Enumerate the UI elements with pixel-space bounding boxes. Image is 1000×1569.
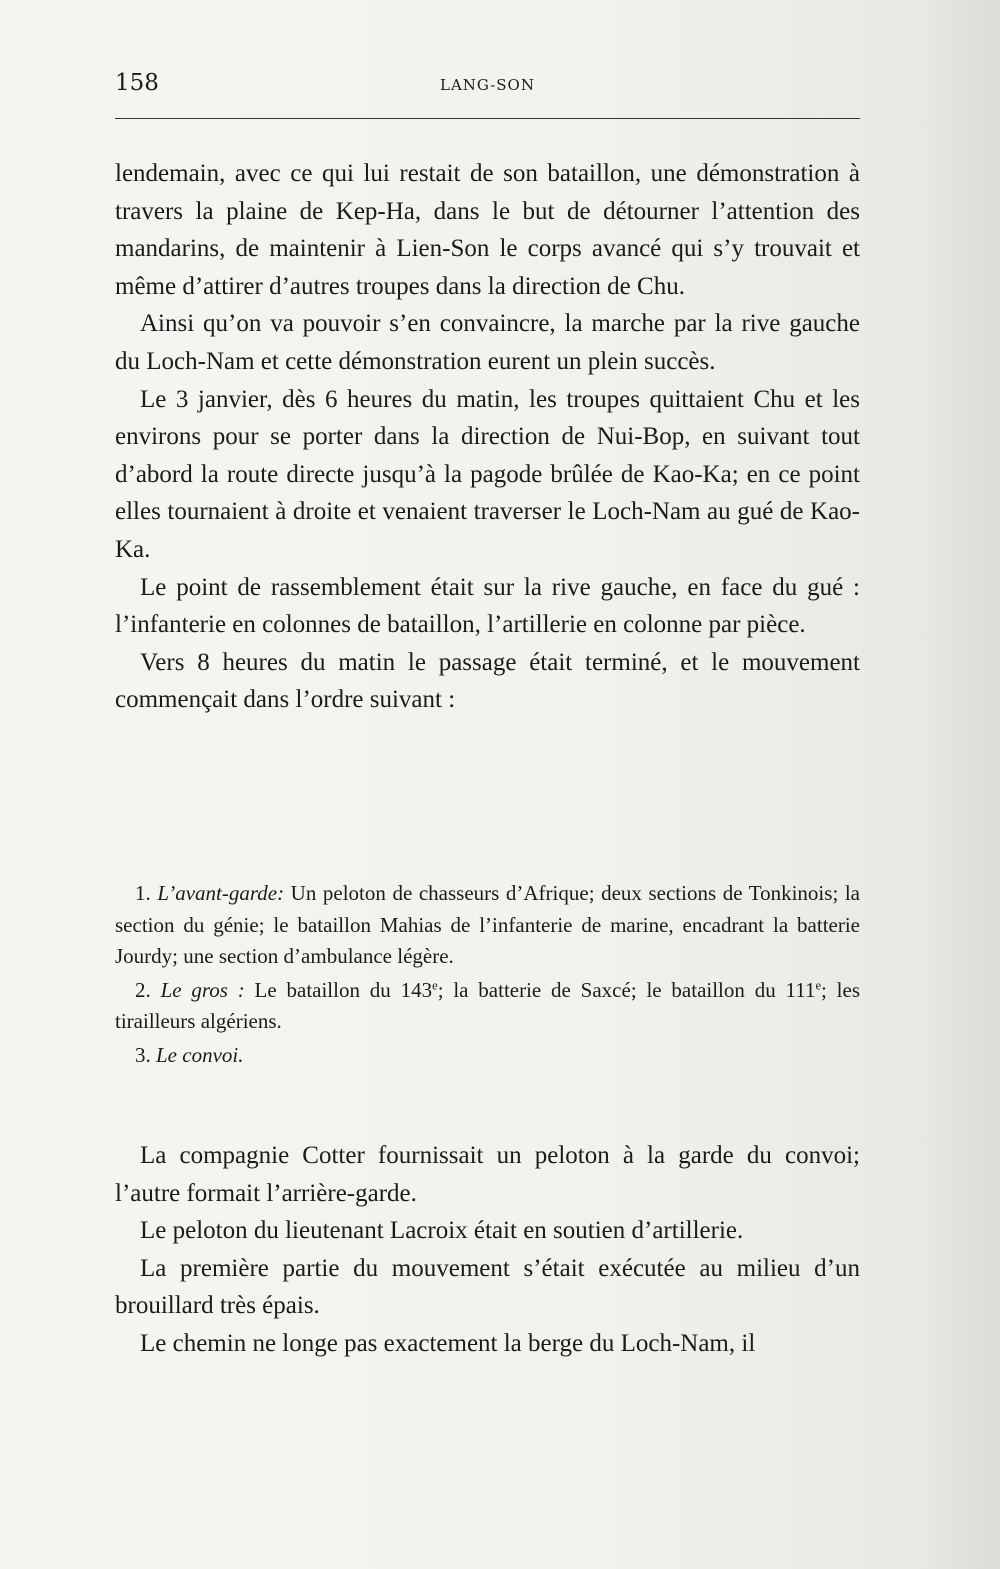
paragraph: La première partie du mouvement s’était exécutée au milieu d’un brouillard très épais. xyxy=(115,1254,860,1320)
list-item-label: L’avant-garde: xyxy=(157,881,285,905)
paragraph: Ainsi qu’on va pouvoir s’en convaincre, la marche par la rive gauche du Loch-Nam et cette démonstration eurent un plein succès. xyxy=(115,310,860,375)
list-item xyxy=(115,878,860,973)
list-item xyxy=(115,1040,860,1072)
list-item-text: ; les tirailleurs algériens. xyxy=(115,977,861,1033)
list-item xyxy=(115,975,860,1038)
list-item-label: Le convoi. xyxy=(156,1042,244,1067)
order-of-march-list xyxy=(115,878,860,1071)
main-text-continued xyxy=(115,1137,860,1363)
header-rule xyxy=(115,118,860,119)
list-item-label: Le gros : xyxy=(160,977,245,1002)
paragraph: lendemain, avec ce qui lui restait de son bataillon, une démonstration à travers la plaine de Kep-Ha, dans le but de détourner l’attention des mandarins, de maintenir à Lien-Son le corps avancé qui s’y trouvait et même d’attirer d’autres troupes dans la direction de Chu. xyxy=(115,160,860,300)
page-header xyxy=(115,70,860,106)
paragraph: Le chemin ne longe pas exactement la berge du Loch-Nam, il xyxy=(140,1329,756,1357)
paragraph: Le peloton du lieutenant Lacroix était en soutien d’artillerie. xyxy=(140,1217,744,1245)
main-text xyxy=(115,155,860,719)
list-item-number: 1. xyxy=(135,881,151,905)
superscript: e xyxy=(815,977,822,992)
paragraph: La compagnie Cotter fournissait un peloton à la garde du convoi; l’autre formait l’arrière-garde. xyxy=(115,1142,860,1207)
list-item-number: 3. xyxy=(135,1042,151,1067)
superscript: e xyxy=(432,977,438,992)
running-title: LANG-SON xyxy=(440,76,535,94)
list-item-text: Un peloton de chasseurs d’Afrique; deux sections de Tonkinois; la section du génie; le bataillon Mahias de l’infanterie de marine, encadrant la batterie Jourdy; une section d’ambulance légère. xyxy=(115,881,861,968)
list-item-text: Le bataillon du 143 xyxy=(254,977,433,1002)
paragraph: Vers 8 heures du matin le passage était terminé, et le mouvement commençait dans l’ordre suivant : xyxy=(115,648,860,714)
paragraph: Le 3 janvier, dès 6 heures du matin, les troupes quittaient Chu et les environs pour se porter dans la direction de Nui-Bop, en suivant tout d’abord la route directe jusqu’à la pagode brûlée de Kao-Ka; en ce point elles tournaient à droite et venaient traverser le Loch-Nam au gué de Kao-Ka. xyxy=(115,385,860,563)
list-item-text: ; la batterie de Saxcé; le bataillon du 111 xyxy=(437,977,816,1002)
page-number: 158 xyxy=(115,70,159,96)
list-item-number: 2. xyxy=(135,977,151,1002)
paragraph: Le point de rassemblement était sur la rive gauche, en face du gué : l’infanterie en colonnes de bataillon, l’artillerie en colonne par pièce. xyxy=(115,573,860,639)
